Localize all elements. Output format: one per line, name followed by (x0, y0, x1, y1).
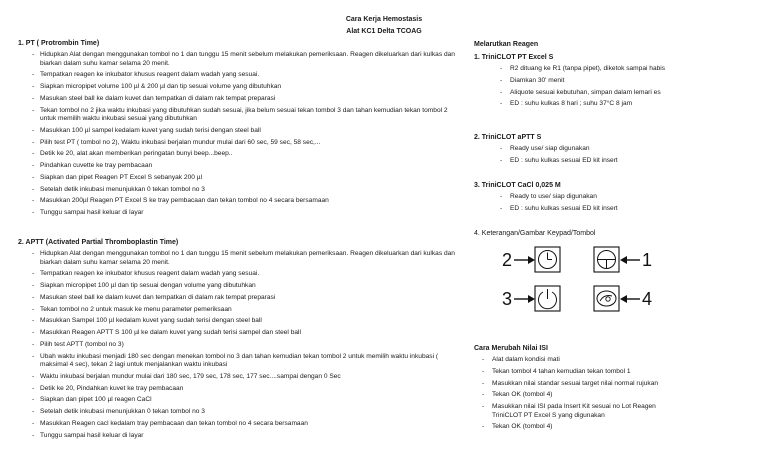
reagent-1-item-2: - Diamkan 30' menit (500, 77, 764, 86)
pt-heading: 1. PT ( Protrombin Time) (18, 40, 100, 47)
reagent-2-list (500, 145, 764, 165)
reagent-2-heading: 2. TriniCLOT aPTT S (474, 134, 542, 141)
pt-step-8: - Detik ke 20, alat akan memberikan peringatan bunyi beep...beep.. (32, 150, 458, 159)
pt-step-2: - Tempatkan reagen ke inkubator khusus reagent dalam wadah yang sesuai. (32, 71, 458, 80)
keypad-label-4: 4 (642, 289, 653, 309)
pt-step-13: - Tunggu sampai hasil keluar di layar (32, 209, 458, 218)
reagent-3-block (474, 181, 764, 217)
keypad-label-2: 2 (502, 250, 513, 270)
aptt-step-8: - Pilih test APTT (tombol no 3) (32, 341, 458, 350)
aptt-step-13: - Setelah detik inkubasi menunjukkan 0 tekan tombol no 3 (32, 408, 458, 417)
keypad-key-4 (594, 286, 652, 311)
aptt-step-5: - Tekan tombol no 2 untuk masuk ke menu parameter pemeriksaan (32, 306, 458, 315)
reagents-heading-block (474, 40, 764, 49)
isi-step-4: - Tekan OK (tombol 4) (482, 391, 678, 400)
pt-section (18, 39, 458, 221)
aptt-step-14: - Masukkan Reagen cacl kedalam tray pembacaan dan tekan tombol no 4 secara bersamaan (32, 420, 458, 429)
aptt-section (18, 238, 458, 443)
aptt-step-2: - Tempatkan reagen ke inkubator khusus reagent dalam wadah yang sesuai. (32, 270, 458, 279)
aptt-step-3: - Siapkan micropipet 100 µl dan tip sesuai dengan volume yang dibutuhkan (32, 282, 458, 291)
pt-step-9: - Pindahkan cuvette ke tray pembacaan (32, 162, 458, 171)
reagent-1-item-3: - Aliquote sesuai kebutuhan, simpan dalam lemari es (500, 89, 764, 98)
aptt-step-10: - Waktu inkubasi berjalan mundur mulai dari 180 sec, 179 sec, 178 sec, 177 sec....sampai dengan 0 Sec (32, 373, 458, 382)
keypad-label-1: 1 (642, 250, 653, 270)
reagent-3-list (500, 193, 764, 213)
reagent-3-item-1: - Ready to use/ siap digunakan (500, 193, 764, 202)
pt-step-7: - Pilih test PT ( tombol no 2), Waktu inkubasi berjalan mundur mulai dari 60 sec, 59 sec, 58 sec,... (32, 139, 458, 148)
isi-step-1: - Alat dalam kondisi mati (482, 356, 678, 365)
doc-title-line1: Cara Kerja Hemostasis (345, 16, 423, 23)
keypad-key-1 (594, 247, 652, 272)
reagents-heading: Melarutkan Reagen (474, 41, 539, 48)
pt-step-4: - Masukan steel ball ke dalam kuvet dan tempatkan di dalam rak tempat preparasi (32, 95, 458, 104)
pt-step-1: - Hidupkan Alat dengan menggunakan tombol no 1 dan tunggu 15 menit sebelum melakukan pemeriksaan. Reagen dikeluarkan dari kulkas dan biarkan dalam suhu kamar selama 20 menit. (32, 51, 458, 68)
pt-step-12: - Masukkan 200µl Reagen PT Excel S ke tray pembacaan dan tekan tombol no 4 secara bersamaan (32, 197, 458, 206)
reagent-4-block (474, 229, 764, 238)
reagent-1-list (500, 65, 764, 109)
pt-step-10: - Siapkan dan pipet Reagen PT Excel S sebanyak 200 µl (32, 174, 458, 183)
isi-step-3: - Masukkan nilai standar sesuai target nilai normal rujukan (482, 380, 678, 389)
reagent-1-heading: 1. TriniCLOT PT Excel S (474, 54, 554, 61)
aptt-step-6: - Masukkan Sampel 100 µl kedalam kuvet yang sudah terisi dengan steel ball (32, 317, 458, 326)
reagent-1-item-4: - ED : suhu kulkas 8 hari ; suhu 37°C 8 jam (500, 100, 764, 109)
reagent-2-item-2: - ED : suhu kulkas sesuai ED kit insert (500, 157, 764, 166)
aptt-step-7: - Masukkan Reagen APTT S 100 µl ke dalam kuvet yang sudah terisi sampel dan steel ball (32, 329, 458, 338)
keypad-key-2 (502, 247, 560, 272)
keypad-diagram (498, 244, 668, 319)
reagent-1-item-1: - R2 dituang ke R1 (tanpa pipet), diketok sampai habis (500, 65, 764, 74)
aptt-list (32, 250, 458, 440)
aptt-step-11: - Detik ke 20, Pindahkan kuvet ke tray pembacaan (32, 385, 458, 394)
isi-block (474, 344, 764, 435)
pt-step-5: - Tekan tombol no 2 jika waktu inkubasi yang dibutuhkan sudah sesuai, jika belum sesuai tekan tombol 3 dan tahan kemudian tekan tombol 2 untuk memilih waktu inkubasi sesuai yang dibutuhkan (32, 107, 458, 124)
aptt-step-1: - Hidupkan Alat dengan menggunakan tombol no 1 dan tunggu 15 menit sebelum melakukan pemeriksaan. Reagen dikeluarkan dari kulkas dan biarkan dalam suhu kamar selama 20 menit. (32, 250, 458, 267)
reagent-1-block (474, 53, 764, 112)
aptt-step-15: - Tunggu sampai hasil keluar di layar (32, 432, 458, 441)
keypad-key-3 (502, 286, 560, 311)
aptt-step-9: - Ubah waktu inkubasi menjadi 180 sec dengan menekan tombol no 3 dan tahan kemudian tekan tombol 2 untuk memilih waktu inkubasi ( maksimal 4 sec), tekan 2 lagi untuk menjalankan waktu inkubasi (32, 353, 458, 370)
isi-step-5: - Masukkan nilai ISI pada Insert Kit sesuai no Lot Reagen TriniCLOT PT Excel S yang digunakan (482, 403, 678, 420)
isi-step-2: - Tekan tombol 4 tahan kemudian tekan tombol 1 (482, 368, 678, 377)
keypad-heading: 4. Keterangan/Gambar Keypad/Tombol (474, 230, 596, 237)
pt-list (32, 51, 458, 218)
reagent-3-heading: 3. TriniCLOT CaCl 0,025 M (474, 182, 561, 189)
isi-heading: Cara Merubah Nilai ISI (474, 345, 548, 352)
pt-step-3: - Siapkan micropipet volume 100 µl & 200 µl dan tip sesuai volume yang dibutuhkan (32, 83, 458, 92)
aptt-step-4: - Masukan steel ball ke dalam kuvet dan tempatkan di dalam rak tempat preparasi (32, 294, 458, 303)
aptt-step-12: - Siapkan dan pipet 100 µl reagen CaCl (32, 396, 458, 405)
aptt-heading: 2. APTT (Activated Partial Thromboplastin Time) (18, 239, 179, 246)
pt-step-11: - Setelah detik inkubasi menunjukkan 0 tekan tombol no 3 (32, 186, 458, 195)
isi-step-6: - Tekan OK (tombol 4) (482, 423, 678, 432)
pt-step-6: - Masukkan 100 µl sampel kedalam kuvet yang sudah terisi dengan steel ball (32, 127, 458, 136)
doc-title-line2: Alat KC1 Delta TCOAG (346, 28, 422, 35)
isi-list (482, 356, 678, 432)
reagent-2-block (474, 133, 764, 169)
reagent-3-item-2: - ED : suhu kulkas sesuai ED kit insert (500, 205, 764, 214)
keypad-label-3: 3 (502, 289, 513, 309)
reagent-2-item-1: - Ready use/ siap digunakan (500, 145, 764, 154)
